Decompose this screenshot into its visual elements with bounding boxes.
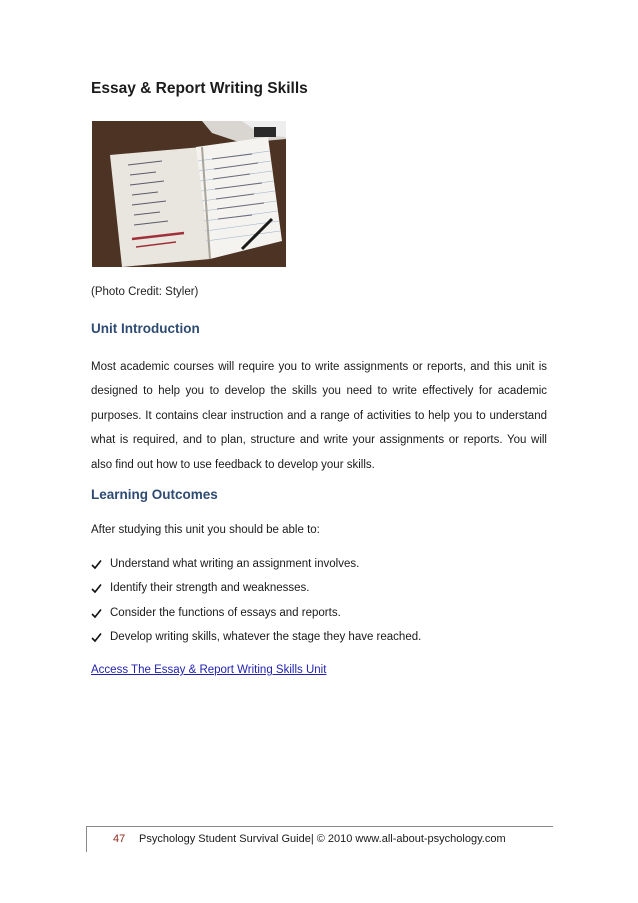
list-item [91,582,421,606]
list-item [91,631,421,655]
learning-outcomes-intro: After studying this unit you should be able to: [91,524,320,536]
unit-introduction-heading: Unit Introduction [91,321,200,336]
list-item-text: Develop writing skills, whatever the stage they have reached. [110,630,422,643]
footer-divider [86,826,553,827]
checkmark-icon [91,632,110,646]
unit-introduction-paragraph: Most academic courses will require you to write assignments or reports, and this unit is designed to help you to develop the skills you need to write effectively for academic purposes. It contains clear instruction and a range of activities to help you to understand what is required, and to plan, structure and write your assignments or reports. You will also find out how to use feedback to develop your skills. [91,361,547,471]
checkmark-icon [91,559,110,573]
list-item [91,607,421,631]
checkmark-icon [91,583,110,597]
footer-text: Psychology Student Survival Guide| © 2010 www.all-about-psychology.com [139,833,506,845]
access-unit-link[interactable]: Access The Essay & Report Writing Skills Unit [91,664,327,676]
page-number: 47 [113,833,126,845]
photo-credit: (Photo Credit: Styler) [91,286,199,298]
list-item-text: Understand what writing an assignment involves. [110,558,360,570]
list-item [91,558,421,582]
list-item-text: Consider the functions of essays and reports. [110,606,341,619]
checkmark-icon [91,608,110,622]
learning-outcomes-heading: Learning Outcomes [91,487,218,502]
notebook-photo [92,121,286,267]
list-item-text: Identify their strength and weaknesses. [110,582,310,595]
learning-outcomes-list [91,558,421,655]
page-title: Essay & Report Writing Skills [91,80,308,97]
